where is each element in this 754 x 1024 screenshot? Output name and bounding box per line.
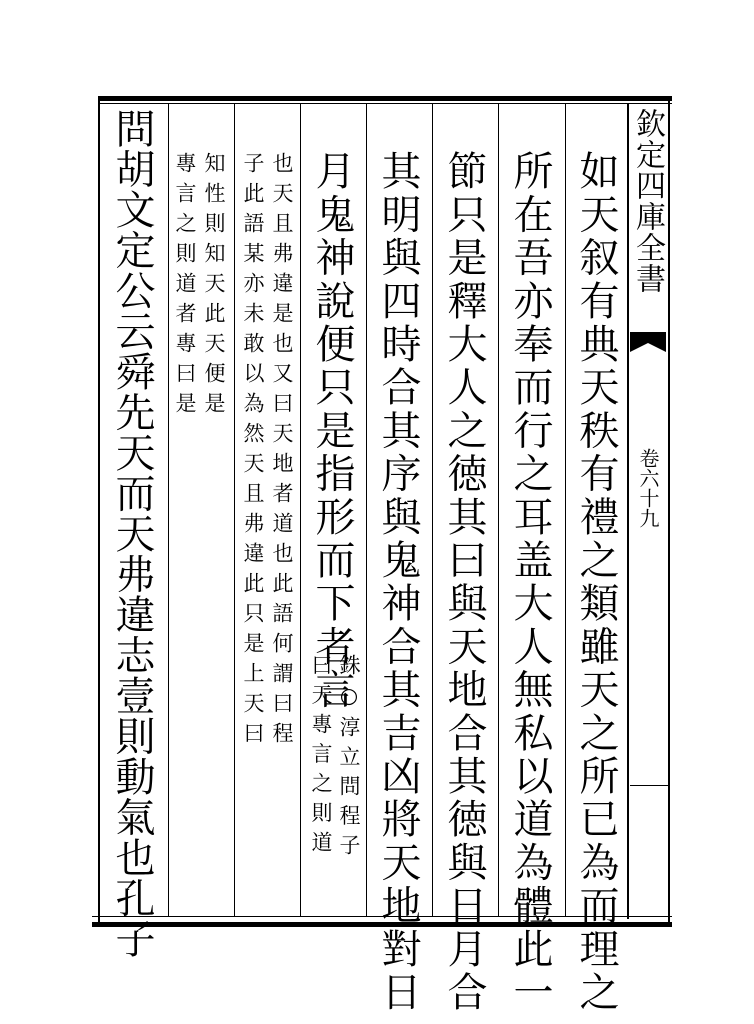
column-divider [234,103,235,916]
text-column-2: 所在吾亦奉而行之耳盖大人無私以道為體此一 [507,150,553,1014]
text-column-5: 月鬼神說便只是指形而下者言 [309,150,355,712]
juan-number: 卷六十九 [636,448,660,528]
frame-right-inner-rule [627,103,629,919]
frame-left-rule [98,96,100,927]
column-divider [432,103,433,916]
note-column-6-right: 也天且弗違是也又曰天地者道也此語何謂曰程 [270,152,294,752]
column-divider [168,103,169,916]
note-column-7-left: 專言之則道者專曰是 [173,152,197,422]
margin-rule [630,785,668,786]
text-column-8: 問胡文定公云舜先天而天弗違志壹則動氣也孔子 [109,108,155,959]
frame-top-rule [98,96,672,101]
column-divider [366,103,367,916]
frame-right-outer-rule [668,96,670,927]
column-divider [300,103,301,916]
note-column-5-right: 銖○淳立問程子 [337,654,361,864]
note-column-7-right: 知性則知天此天便是 [202,152,226,422]
text-column-3: 節只是釋大人之徳其曰與天地合其徳與日月合 [441,150,487,1014]
note-column-6-left: 子此語某亦未敢以為然天且弗違此只是上天曰 [241,152,265,752]
text-column-4: 其明與四時合其序與鬼神合其吉凶將天地對日 [375,150,421,1014]
column-divider [498,103,499,916]
column-divider [565,103,566,916]
frame-top-inner-rule [98,103,672,104]
text-column-1: 如天叙有典天秩有禮之類雖天之所已為而理之 [573,150,619,1014]
note-column-5-left: 曰天專言之則道 [309,654,333,861]
book-title: 欽定四庫全書 [630,108,665,294]
fish-tail-mark [630,332,666,352]
